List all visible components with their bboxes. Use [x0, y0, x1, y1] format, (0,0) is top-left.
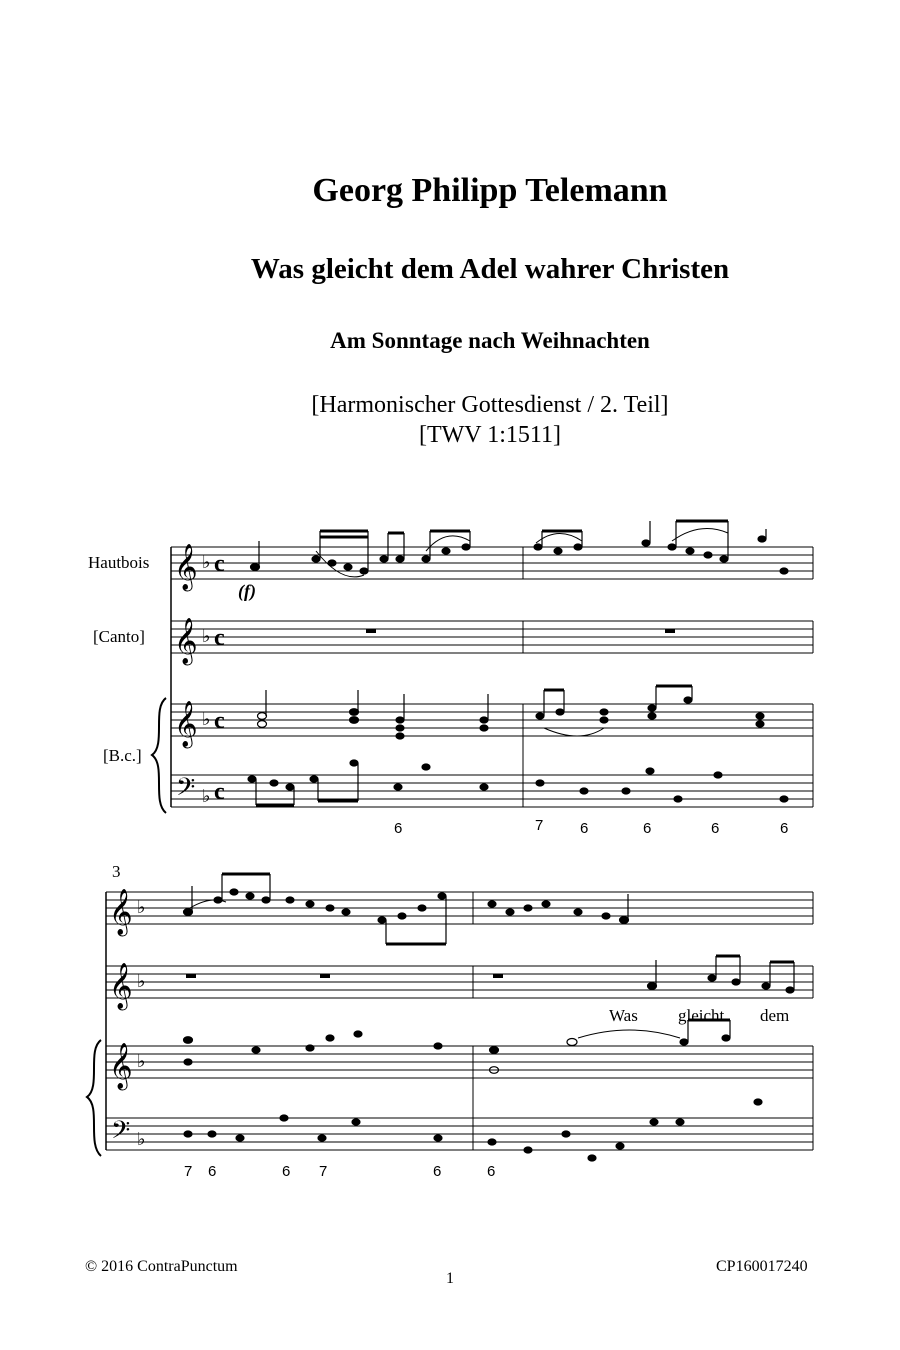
figure: 7: [535, 817, 544, 834]
staff-bc-bass: [171, 775, 813, 807]
svg-text:c: c: [214, 625, 225, 651]
svg-text:♭: ♭: [202, 552, 211, 573]
staff-bc-treble-2: [106, 1046, 813, 1078]
svg-text:𝄢: 𝄢: [176, 773, 196, 808]
figure: 6: [208, 1163, 217, 1180]
instrument-label-hautbois: Hautbois: [88, 553, 150, 572]
svg-text:♭: ♭: [137, 897, 146, 918]
figure: 6: [643, 820, 652, 837]
svg-text:♭: ♭: [202, 626, 211, 647]
copyright-notice: © 2016 ContraPunctum: [85, 1258, 238, 1275]
lyric-syllable: dem: [760, 1006, 790, 1025]
svg-text:♭: ♭: [202, 786, 211, 807]
measure-number: 3: [112, 862, 121, 881]
lyric-syllable: Was: [609, 1006, 638, 1025]
svg-text:𝄞: 𝄞: [174, 618, 198, 664]
figure: 6: [394, 820, 403, 837]
svg-text:♭: ♭: [137, 1051, 146, 1072]
svg-text:♭: ♭: [137, 971, 146, 992]
page-number: 1: [446, 1270, 454, 1287]
catalog-code: CP160017240: [716, 1258, 808, 1275]
svg-text:𝄞: 𝄞: [109, 1043, 133, 1089]
staff-canto: [171, 621, 813, 653]
figure: 7: [319, 1163, 328, 1180]
staff-hautbois: [171, 547, 813, 579]
staff-canto-2: [106, 966, 813, 998]
lyric-syllable: gleicht: [678, 1006, 725, 1025]
instrument-label-bc: [B.c.]: [103, 746, 142, 765]
svg-text:𝄞: 𝄞: [174, 544, 198, 590]
svg-text:♭: ♭: [137, 1129, 146, 1150]
catalog-line: [TWV 1:1511]: [419, 422, 561, 448]
svg-text:𝄞: 𝄞: [174, 701, 198, 747]
composer-name: Georg Philipp Telemann: [312, 172, 668, 209]
figure: 6: [780, 820, 789, 837]
figure: 6: [433, 1163, 442, 1180]
staff-hautbois-2: [106, 892, 813, 924]
figure: 6: [580, 820, 589, 837]
work-title: Was gleicht dem Adel wahrer Christen: [250, 253, 730, 285]
figure: 6: [711, 820, 720, 837]
svg-text:𝄞: 𝄞: [109, 963, 133, 1009]
staff-bc-treble: [171, 704, 813, 736]
collection-line: [Harmonischer Gottesdienst / 2. Teil]: [311, 392, 669, 418]
figure: 6: [487, 1163, 496, 1180]
svg-text:♭: ♭: [202, 709, 211, 730]
svg-text:𝄞: 𝄞: [109, 889, 133, 935]
occasion-subtitle: Am Sonntage nach Weihnachten: [330, 328, 650, 353]
instrument-label-canto: [Canto]: [93, 627, 145, 646]
svg-text:c: c: [214, 708, 225, 734]
svg-text:c: c: [214, 779, 225, 805]
figure: 7: [184, 1163, 193, 1180]
dynamic-marking: (f): [238, 581, 256, 601]
figure: 6: [282, 1163, 291, 1180]
svg-text:c: c: [214, 551, 225, 577]
svg-text:𝄢: 𝄢: [111, 1116, 131, 1151]
